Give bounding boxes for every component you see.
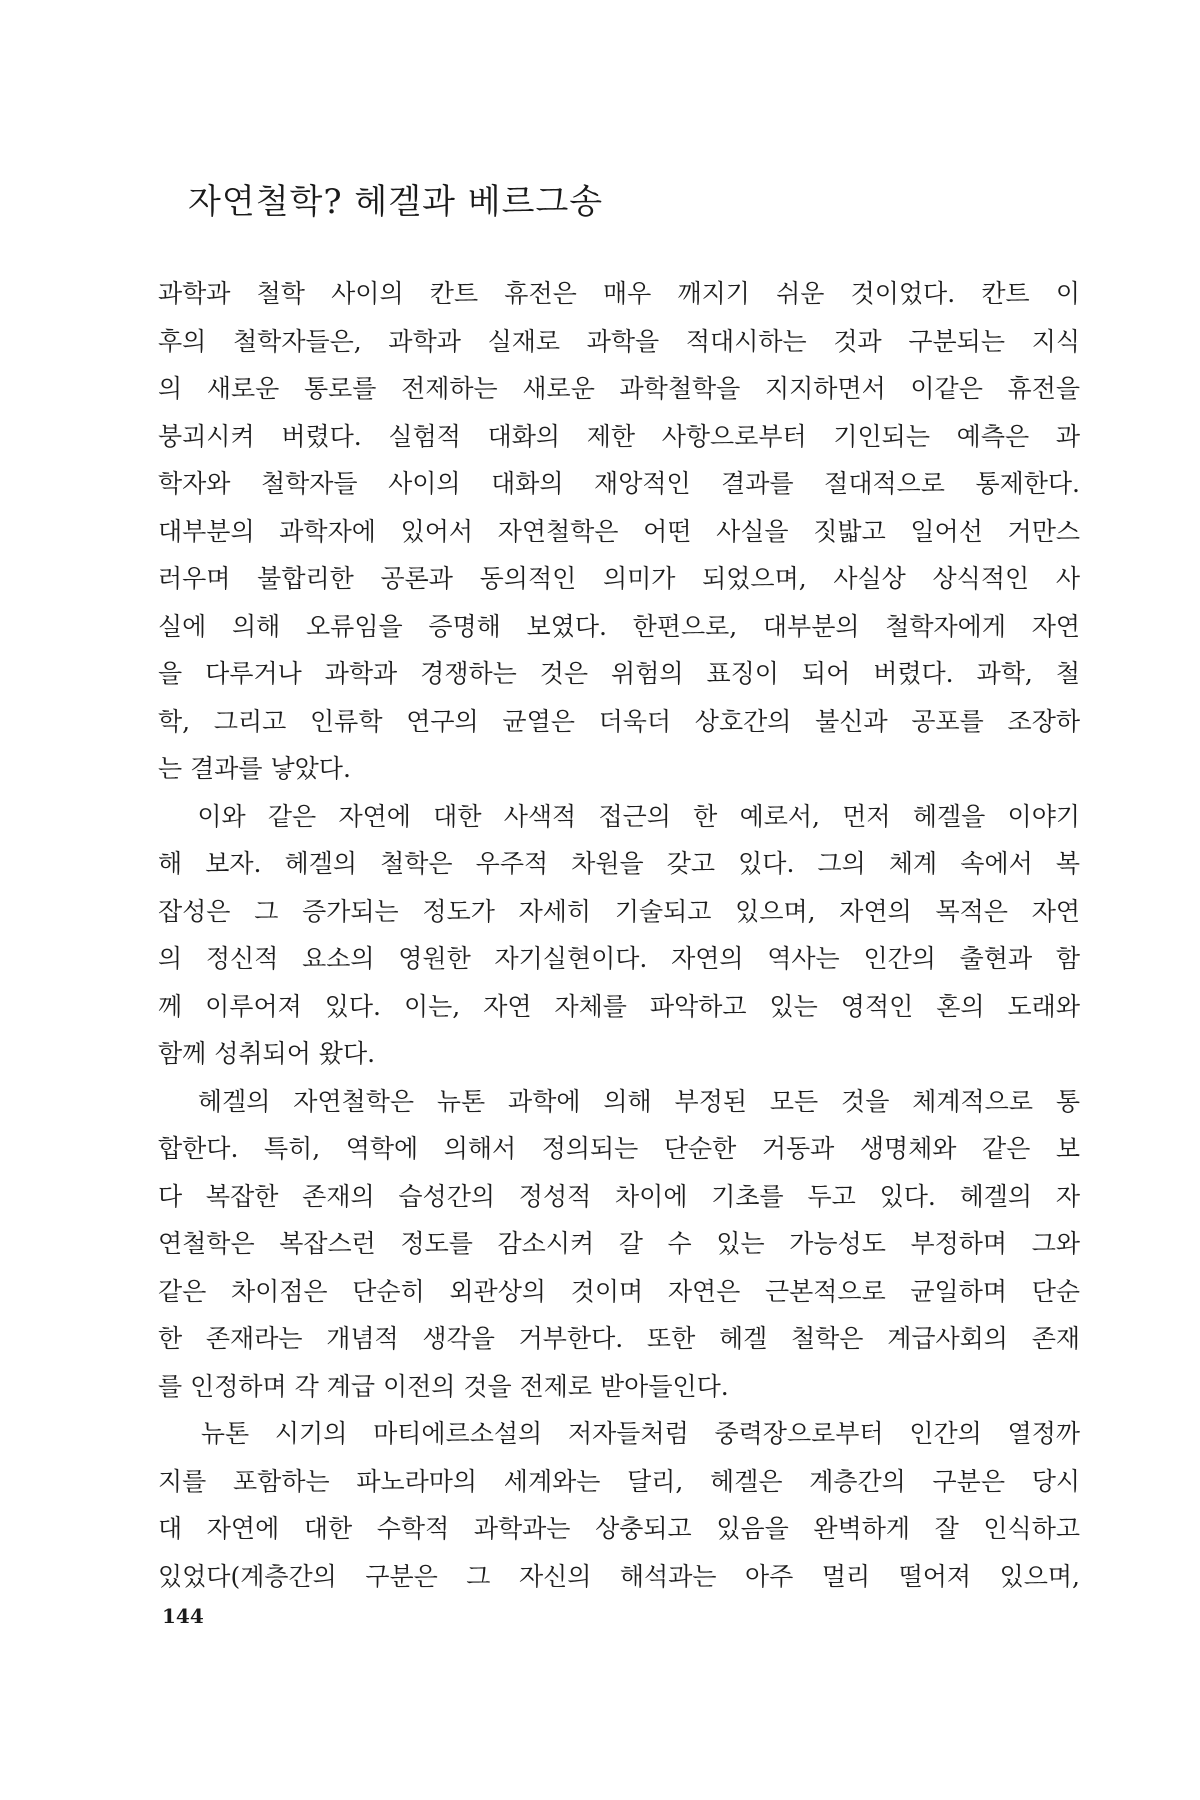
text-line: 후의 철학자들은, 과학과 실재로 과학을 적대시하는 것과 구분되는 지식	[158, 326, 1080, 356]
body-text	[158, 270, 1080, 1600]
section-heading: 자연철학? 헤겔과 베르그송	[188, 182, 604, 222]
text-line: 연철학은 복잡스런 정도를 감소시켜 갈 수 있는 가능성도 부정하며 그와	[158, 1229, 1080, 1258]
text-line: 대 자연에 대한 수학적 과학과는 상충되고 있음을 완벽하게 잘 인식하고	[158, 1514, 1080, 1543]
text-line: 께 이루어져 있다. 이는, 자연 자체를 파악하고 있는 영적인 혼의 도래와	[158, 991, 1080, 1021]
text-line: 과학과 철학 사이의 칸트 휴전은 매우 깨지기 쉬운 것이었다. 칸트 이	[158, 279, 1080, 308]
text-line: 뉴톤 시기의 마티에르소설의 저자들처럼 중력장으로부터 인간의 열정까	[158, 1419, 1080, 1448]
text-line: 한 존재라는 개념적 생각을 거부한다. 또한 헤겔 철학은 계급사회의 존재	[158, 1324, 1080, 1353]
text-line: 의 정신적 요소의 영원한 자기실현이다. 자연의 역사는 인간의 출현과 함	[158, 944, 1080, 973]
text-line: 의 새로운 통로를 전제하는 새로운 과학철학을 지지하면서 이같은 휴전을	[158, 374, 1080, 403]
text-line: 이와 같은 자연에 대한 사색적 접근의 한 예로서, 먼저 헤겔을 이야기	[158, 801, 1080, 831]
text-line: 같은 차이점은 단순히 외관상의 것이며 자연은 근본적으로 균일하며 단순	[158, 1276, 1080, 1306]
text-line: 해 보자. 헤겔의 철학은 우주적 차원을 갖고 있다. 그의 체계 속에서 복	[158, 849, 1080, 878]
text-line: 있었다(계층간의 구분은 그 자신의 해석과는 아주 멀리 떨어져 있으며,	[158, 1561, 1080, 1591]
text-line: 지를 포함하는 파노라마의 세계와는 달리, 헤겔은 계층간의 구분은 당시	[158, 1466, 1080, 1496]
text-line: 을 다루거나 과학과 경쟁하는 것은 위험의 표징이 되어 버렸다. 과학, 철	[158, 659, 1080, 688]
text-line: 합한다. 특히, 역학에 의해서 정의되는 단순한 거동과 생명체와 같은 보	[158, 1134, 1080, 1163]
text-line: 함께 성취되어 왔다.	[158, 1039, 376, 1068]
text-line: 붕괴시켜 버렸다. 실험적 대화의 제한 사항으로부터 기인되는 예측은 과	[158, 421, 1080, 451]
text-line: 실에 의해 오류임을 증명해 보였다. 한편으로, 대부분의 철학자에게 자연	[158, 611, 1080, 641]
text-line: 잡성은 그 증가되는 정도가 자세히 기술되고 있으며, 자연의 목적은 자연	[158, 896, 1080, 926]
text-line: 는 결과를 낳았다.	[158, 754, 351, 783]
text-line: 다 복잡한 존재의 습성간의 정성적 차이에 기초를 두고 있다. 헤겔의 자	[158, 1181, 1080, 1211]
text-line: 헤겔의 자연철학은 뉴톤 과학에 의해 부정된 모든 것을 체계적으로 통	[158, 1086, 1080, 1116]
text-line: 대부분의 과학자에 있어서 자연철학은 어떤 사실을 짓밟고 일어선 거만스	[158, 516, 1080, 546]
text-line: 학자와 철학자들 사이의 대화의 재앙적인 결과를 절대적으로 통제한다.	[158, 469, 1080, 498]
text-line: 학, 그리고 인류학 연구의 균열은 더욱더 상호간의 불신과 공포를 조장하	[158, 706, 1080, 736]
text-line: 러우며 불합리한 공론과 동의적인 의미가 되었으며, 사실상 상식적인 사	[158, 564, 1080, 593]
page-number: 144	[162, 1604, 204, 1628]
text-line: 를 인정하며 각 계급 이전의 것을 전제로 받아들인다.	[158, 1371, 729, 1401]
